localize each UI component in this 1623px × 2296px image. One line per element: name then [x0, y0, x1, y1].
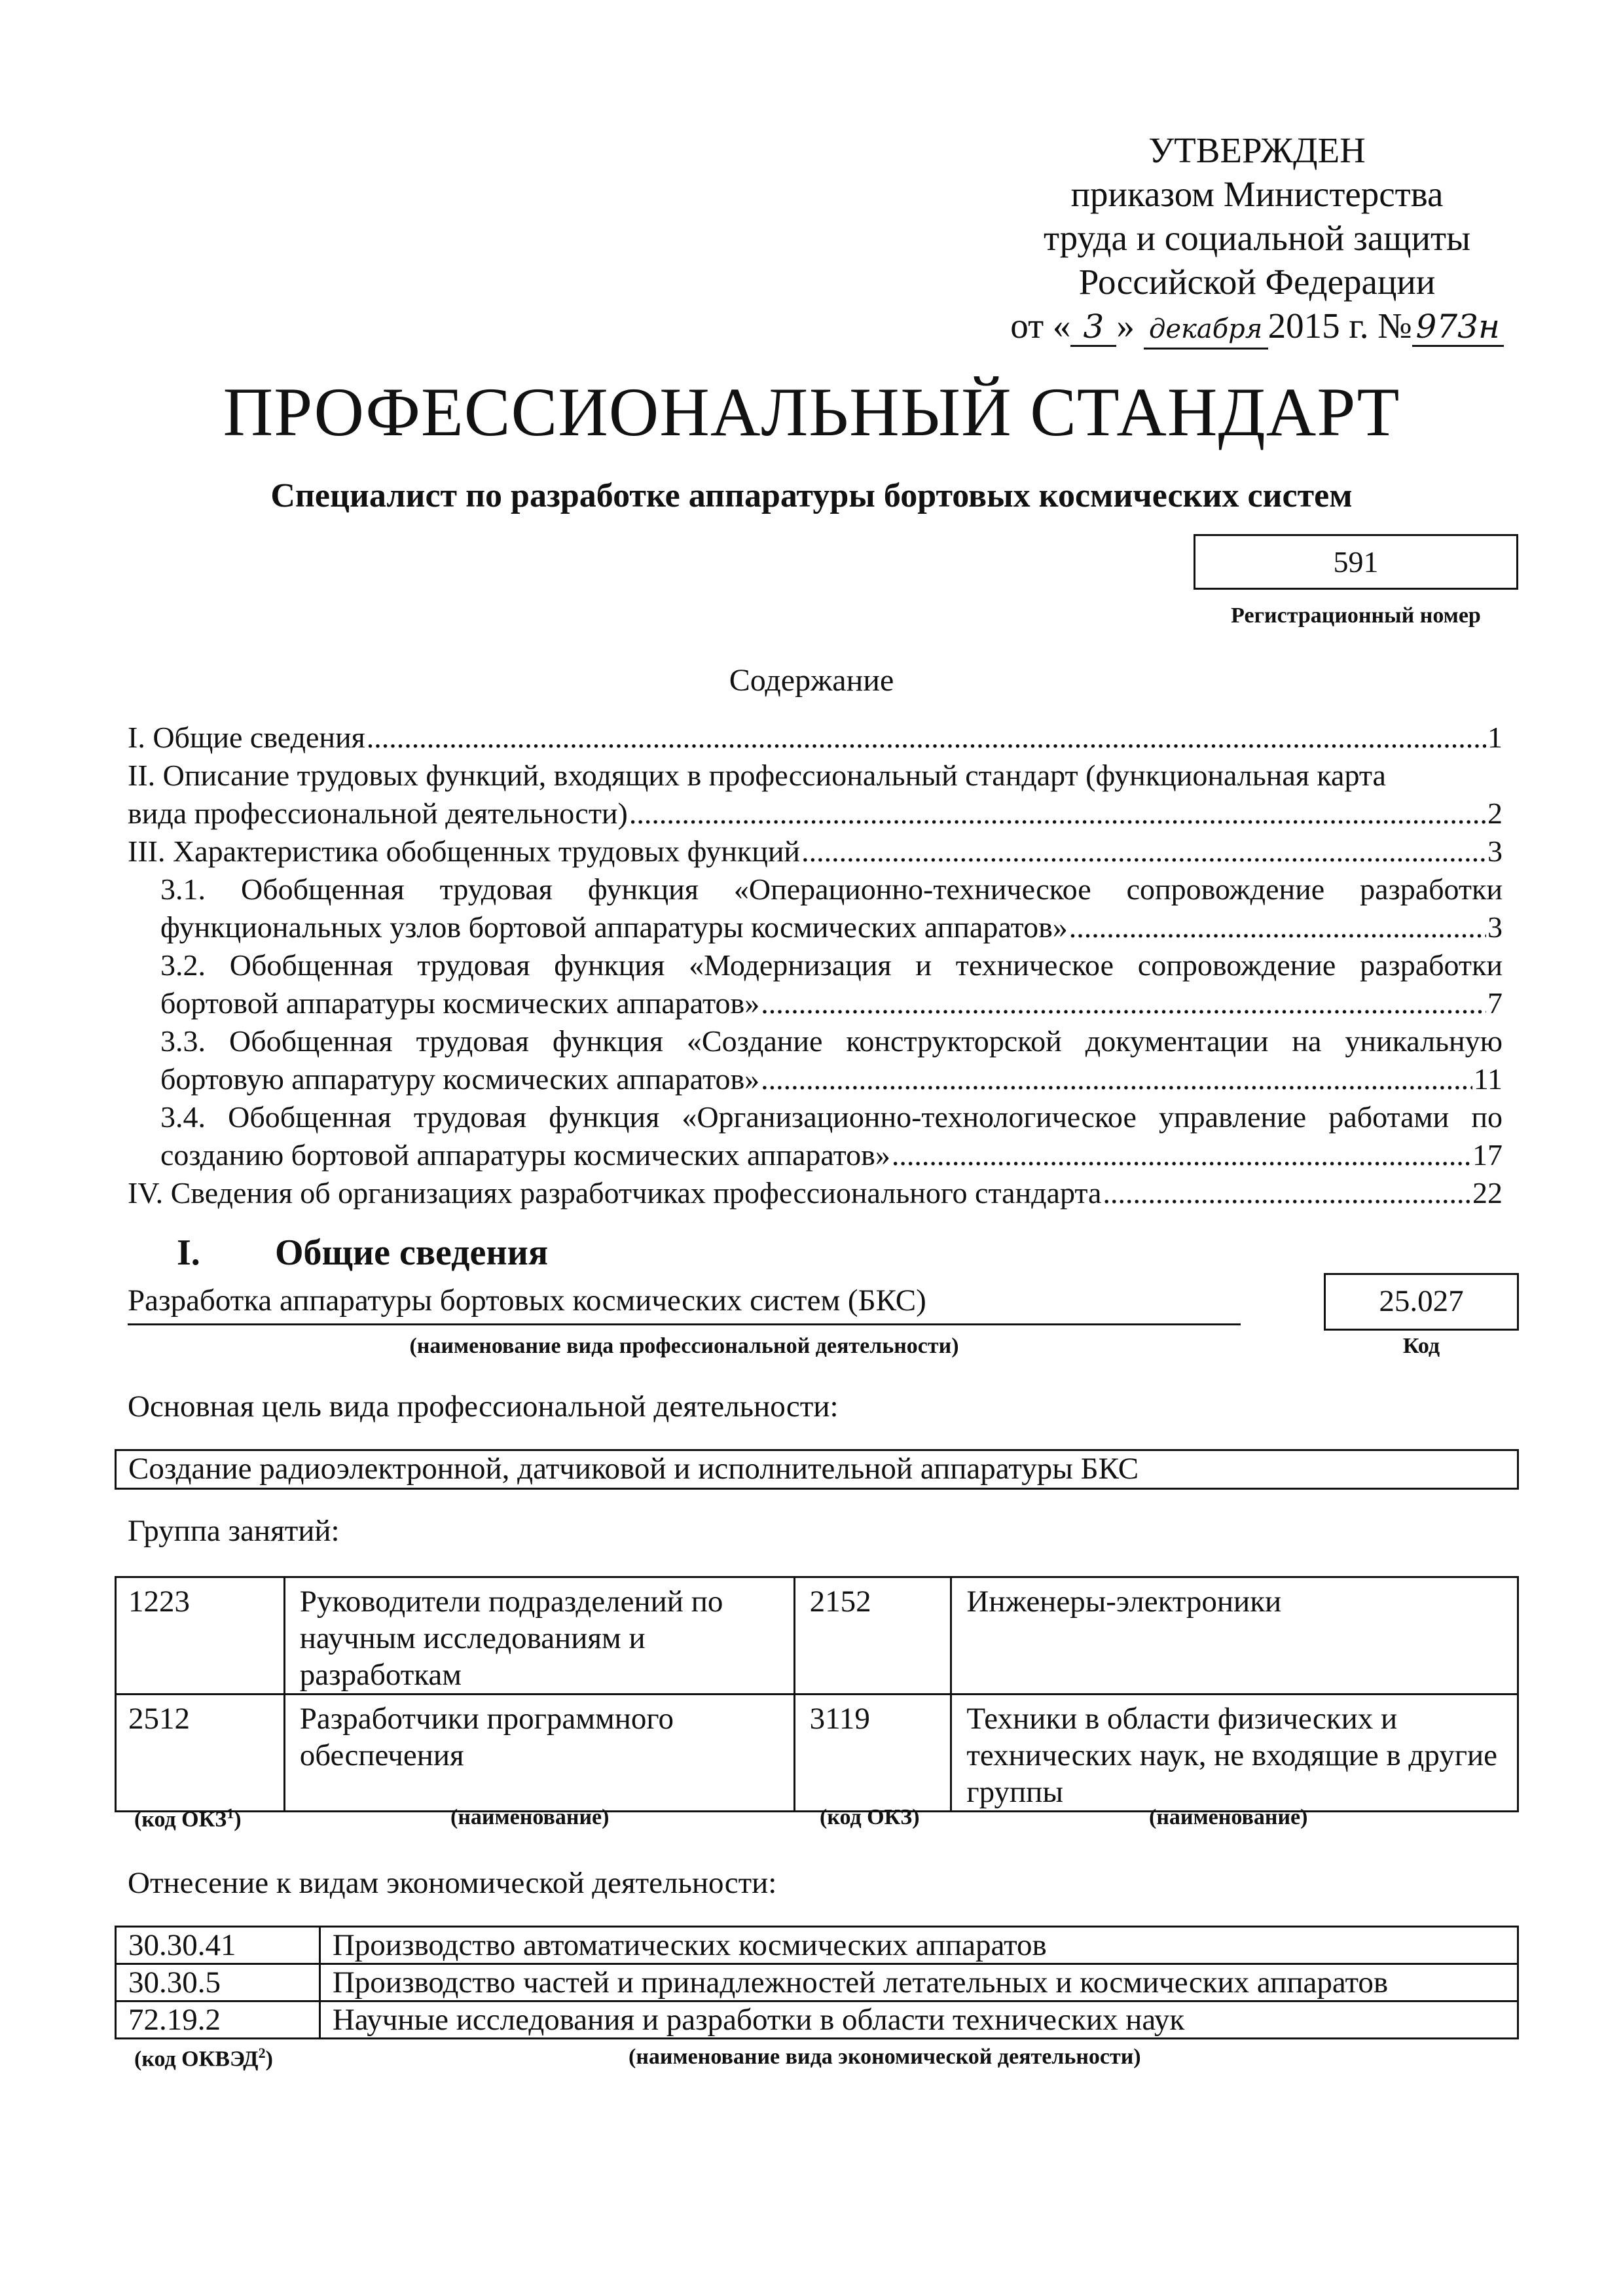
okz-name-cell: Инженеры-электроники — [951, 1577, 1518, 1695]
okz-code-cell: 3119 — [794, 1695, 951, 1812]
approval-line-3: труда и социальной защиты — [1043, 218, 1471, 258]
toc-entry[interactable]: 3.3. Обобщенная трудовая функция «Создание конструкторской документации на уникальную бортовую аппаратуру космических аппаратов» ..... 11 — [128, 1022, 1503, 1098]
group-label: Группа занятий: — [128, 1514, 340, 1548]
registration-number-label: Регистрационный номер — [1231, 603, 1481, 628]
okz-code-cell: 2152 — [794, 1577, 951, 1695]
toc-entry[interactable]: III. Характеристика обобщенных трудовых функций ..... 3 — [128, 833, 1503, 870]
okz-code-caption-2: (код ОКЗ) — [820, 1805, 920, 1829]
okved-code-cell: 30.30.5 — [116, 1964, 320, 2001]
toc-page-number: 22 — [1472, 1176, 1503, 1210]
activity-code-box: 25.027 — [1324, 1273, 1519, 1331]
date-mid: » — [1116, 306, 1135, 346]
toc-entry[interactable]: I. Общие сведения ..... 1 — [128, 719, 1503, 757]
date-month-handwritten: декабря — [1144, 311, 1268, 350]
goal-label: Основная цель вида профессиональной деятельности: — [128, 1390, 839, 1424]
okz-code-caption-1: (код ОКЗ$^1$) — [134, 1805, 242, 1832]
econ-label: Отнесение к видам экономической деятельности: — [128, 1866, 777, 1900]
okz-code-cell: 1223 — [116, 1577, 285, 1695]
toc-page-number: 11 — [1473, 1062, 1503, 1096]
section-number: I. — [177, 1232, 200, 1273]
approval-line-1: УТВЕРЖДЕН — [1148, 130, 1366, 170]
activity-code-caption: Код — [1402, 1334, 1440, 1358]
toc-entry[interactable]: 3.4. Обобщенная трудовая функция «Организационно-технологическое управление работами по созданию бортовой аппаратуры космических аппаратов» ..... 17 — [128, 1098, 1503, 1174]
occupation-group-table — [115, 1576, 1519, 1812]
section-title: Общие сведения — [275, 1232, 549, 1273]
okved-name-caption: (наименование вида экономической деятельности) — [629, 2045, 1141, 2069]
approval-line-2: приказом Министерства — [1070, 174, 1444, 214]
toc-page-number: 3 — [1487, 910, 1503, 944]
toc-entry[interactable]: 3.2. Обобщенная трудовая функция «Модернизация и техническое сопровождение разработки бортовой аппаратуры космических аппаратов» ..... 7 — [128, 946, 1503, 1022]
okved-name-cell: Научные исследования и разработки в области технических наук — [319, 2001, 1518, 2039]
approval-line-4: Российской Федерации — [1078, 262, 1436, 302]
okz-name-cell: Техники в области физических и технических наук, не входящие в другие группы — [951, 1695, 1518, 1812]
toc-page-number: 7 — [1487, 986, 1503, 1020]
document-title: ПРОФЕССИОНАЛЬНЫЙ СТАНДАРТ — [223, 374, 1400, 450]
table-of-contents — [128, 719, 1503, 1212]
okz-name-caption-2: (наименование) — [1149, 1805, 1308, 1829]
okz-code-cell: 2512 — [116, 1695, 285, 1812]
toc-entry[interactable]: 3.1. Обобщенная трудовая функция «Операционно-техническое сопровождение разработки функциональных узлов бортовой аппаратуры космических аппаратов» ..... 3 — [128, 870, 1503, 946]
table-row — [116, 1927, 1518, 1964]
toc-page-number: 1 — [1487, 721, 1503, 754]
date-prefix: от « — [1010, 306, 1071, 346]
toc-page-number: 2 — [1487, 797, 1503, 830]
okved-code-cell: 30.30.41 — [116, 1927, 320, 1964]
toc-entry[interactable]: II. Описание трудовых функций, входящих в профессиональный стандарт (функциональная карта вида профессиональной деятельности) ..... 2 — [128, 757, 1503, 833]
okved-code-caption: (код ОКВЭД$^2$) — [134, 2045, 273, 2072]
table-row — [116, 1964, 1518, 2001]
okz-name-caption-1: (наименование) — [450, 1805, 610, 1829]
document-subtitle: Специалист по разработке аппаратуры бортовых космических систем — [270, 477, 1353, 514]
okved-code-cell: 72.19.2 — [116, 2001, 320, 2039]
econ-activity-table — [115, 1926, 1519, 2039]
table-row — [116, 2001, 1518, 2039]
okz-name-cell: Руководители подразделений по научным исследованиям и разработкам — [284, 1577, 794, 1695]
toc-heading: Содержание — [729, 663, 894, 698]
okz-name-cell: Разработчики программного обеспечения — [284, 1695, 794, 1812]
activity-name-caption: (наименование вида профессиональной деятельности) — [409, 1334, 959, 1358]
registration-number-box: 591 — [1194, 534, 1518, 590]
table-row — [116, 1695, 1518, 1812]
table-row — [116, 1577, 1518, 1695]
activity-name: Разработка аппаратуры бортовых космических систем (БКС) — [128, 1283, 1241, 1325]
approval-date-line — [969, 304, 1545, 350]
toc-page-number: 17 — [1472, 1138, 1503, 1172]
order-number-handwritten: 973н — [1412, 308, 1504, 347]
goal-text-box: Создание радиоэлектронной, датчиковой и исполнительной аппаратуры БКС — [115, 1449, 1519, 1490]
toc-page-number: 3 — [1487, 834, 1503, 868]
toc-entry[interactable]: IV. Сведения об организациях разработчиках профессионального стандарта ..... 22 — [128, 1174, 1503, 1212]
okved-name-cell: Производство автоматических космических аппаратов — [319, 1927, 1518, 1964]
approval-block — [969, 128, 1545, 350]
okved-name-cell: Производство частей и принадлежностей летательных и космических аппаратов — [319, 1964, 1518, 2001]
date-day-handwritten: 3 — [1070, 308, 1116, 347]
date-year: 2015 г. № — [1267, 306, 1412, 346]
